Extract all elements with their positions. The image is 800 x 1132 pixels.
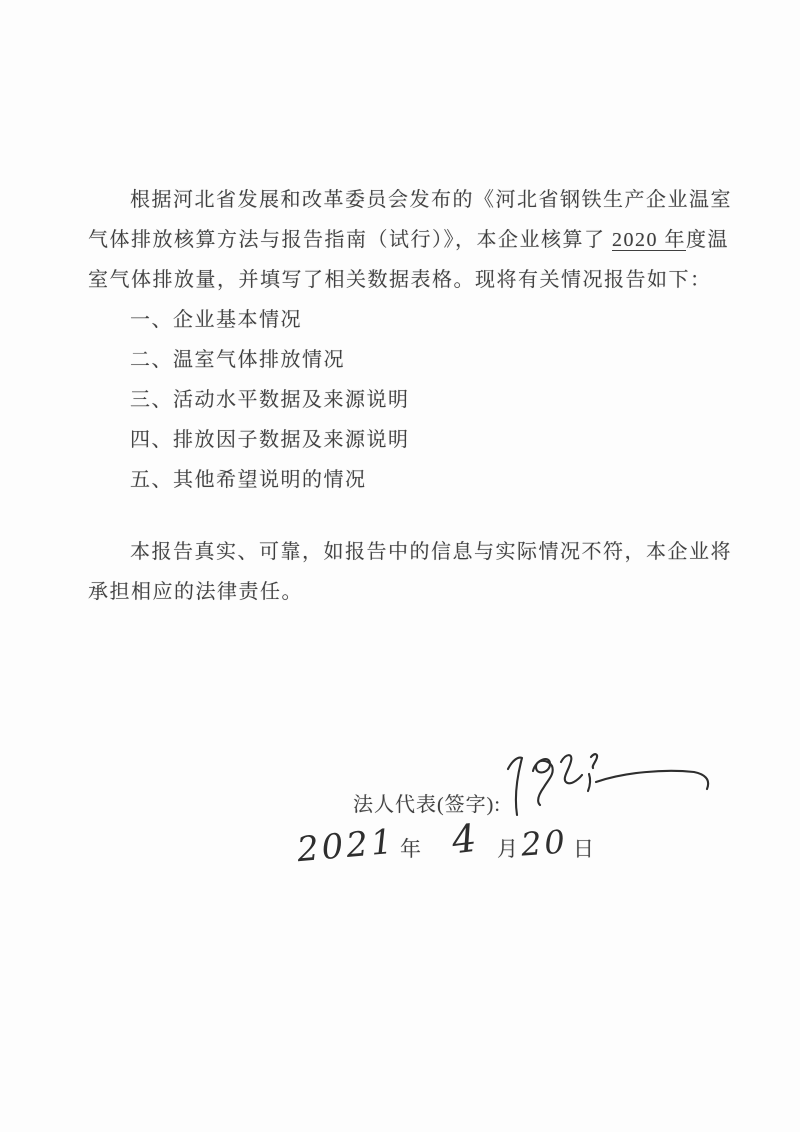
intro-line-3: 室气体排放量，并填写了相关数据表格。现将有关情况报告如下： — [88, 269, 712, 291]
intro-paragraph — [88, 180, 740, 300]
section-item-4: 四、排放因子数据及来源说明 — [130, 429, 410, 451]
signatory-label: 法人代表(签字): — [353, 794, 501, 816]
legal-representative-signature-scrawl-icon — [503, 749, 718, 821]
date-unit-day: 日 — [573, 837, 594, 861]
section-item-5: 五、其他希望说明的情况 — [130, 469, 367, 491]
intro-line-2-post: 度温 — [686, 229, 729, 251]
section-item-3: 三、活动水平数据及来源说明 — [130, 389, 410, 411]
handwritten-day: 20 — [519, 822, 569, 864]
section-item-2: 二、温室气体排放情况 — [130, 349, 345, 371]
declaration-paragraph — [88, 532, 740, 612]
year-underline: 2020 年 — [612, 229, 686, 251]
handwritten-month: 4 — [449, 815, 482, 863]
intro-line-2-pre: 气体排放核算方法与报告指南（试行）》，本企业核算了 — [88, 229, 612, 251]
handwritten-year: 2021 — [295, 821, 398, 871]
date-unit-year: 年 — [400, 837, 421, 861]
declaration-line-1: 本报告真实、可靠，如报告中的信息与实际情况不符，本企业将 — [130, 541, 732, 563]
intro-line-1: 根据河北省发展和改革委员会发布的《河北省钢铁生产企业温室 — [130, 189, 732, 211]
section-list — [88, 300, 740, 500]
date-unit-month: 月 — [497, 837, 518, 861]
intro-line-2 — [88, 220, 740, 260]
section-item-1: 一、企业基本情况 — [130, 309, 302, 331]
declaration-line-2: 承担相应的法律责任。 — [88, 581, 303, 603]
